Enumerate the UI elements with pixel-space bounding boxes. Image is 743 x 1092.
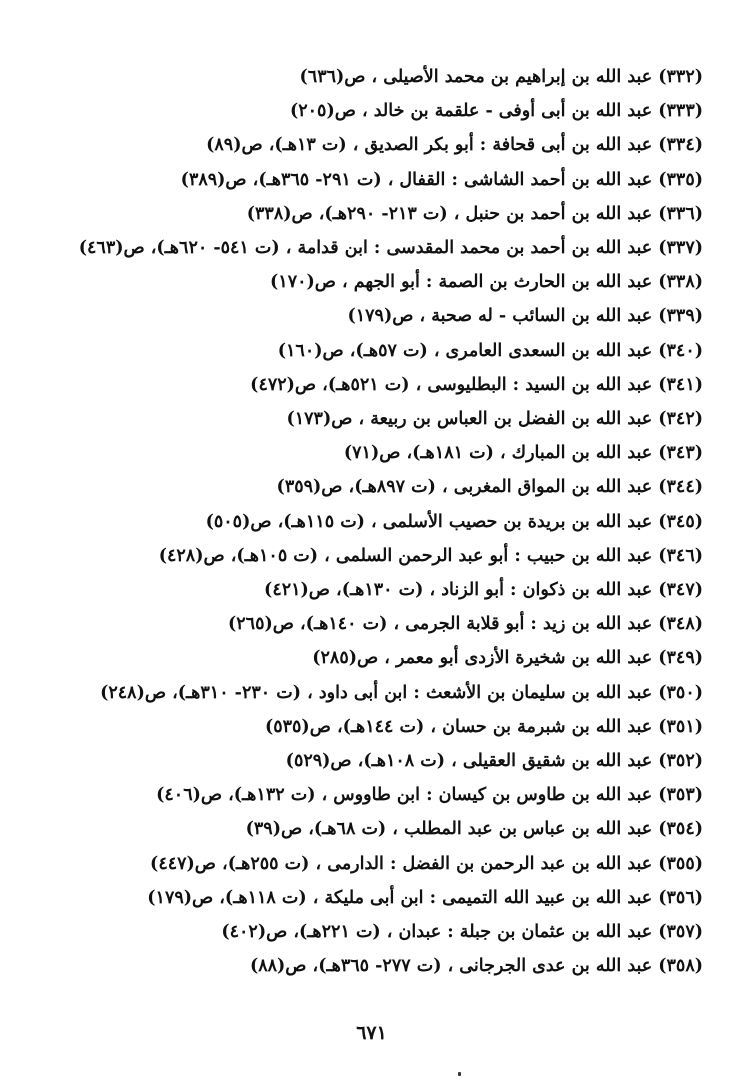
index-entry	[43, 231, 703, 265]
entry-number: (٣٤٢)	[658, 409, 703, 430]
entry-text: عبد الله بن أحمد الشاشى : القفال ، (ت ٢٩١- ٣٦٥هـ)، ص(٣٨٩)	[180, 169, 653, 190]
entry-text: عبد الله بن شبرمة بن حسان ، (ت ١٤٤هـ)، ص(٥٣٥)	[264, 716, 653, 737]
index-entry	[43, 744, 703, 778]
entry-text: عبد الله بن السائب - له صحبة ، ص(١٧٩)	[347, 306, 653, 327]
index-entry	[43, 915, 703, 949]
entry-text: عبد الله بن عبيد الله التميمى : ابن أبى مليكة ، (ت ١١٨هـ)، ص(١٧٩)	[147, 887, 653, 908]
entry-number: (٣٥٠)	[658, 682, 703, 703]
index-entry	[43, 299, 703, 333]
entry-number: (٣٣٤)	[658, 135, 703, 156]
index-entry	[43, 710, 703, 744]
entry-number: (٣٤٠)	[658, 340, 703, 361]
entry-number: (٣٣٥)	[658, 169, 703, 190]
entry-number: (٣٥٨)	[658, 956, 703, 977]
entry-number: (٣٥٧)	[658, 922, 703, 943]
index-entry	[43, 402, 703, 436]
index-entry	[43, 128, 703, 162]
entry-number: (٣٤٦)	[658, 545, 703, 566]
entry-text: عبد الله بن أحمد بن حنبل ، (ت ٢١٣- ٢٩٠هـ)، ص(٣٣٨)	[246, 203, 653, 224]
index-entry	[43, 607, 703, 641]
entry-number: (٣٣٧)	[658, 238, 703, 259]
entry-text: عبد الله بن الحارث بن الصمة : أبو الجهم ، ص(١٧٠)	[270, 272, 653, 293]
entry-number: (٣٤٧)	[658, 580, 703, 601]
entry-text: عبد الله بن عباس بن عبد المطلب ، (ت ٦٨هـ)، ص(٣٩)	[245, 819, 653, 840]
entry-text: عبد الله بن شخيرة الأزدى أبو معمر ، ص(٢٨٥)	[312, 648, 653, 669]
index-entry	[43, 470, 703, 504]
entry-number: (٣٤٨)	[658, 614, 703, 635]
index-entry	[43, 949, 703, 983]
entry-text: عبد الله بن شقيق العقيلى ، (ت ١٠٨هـ)، ص(٥٢٩)	[285, 751, 653, 772]
entry-text: عبد الله بن طاوس بن كيسان : ابن طاووس ، (ت ١٣٢هـ)، ص(٤٠٦)	[156, 785, 653, 806]
entry-number: (٣٣٦)	[658, 203, 703, 224]
entry-number: (٣٣٨)	[658, 272, 703, 293]
entry-text: عبد الله بن عبد الرحمن بن الفضل : الدارمى ، (ت ٢٥٥هـ)، ص(٤٤٧)	[150, 853, 653, 874]
index-entry	[43, 641, 703, 675]
entry-text: عبد الله بن زيد : أبو قلابة الجرمى ، (ت ١٤٠هـ)، ص(٢٦٥)	[228, 614, 653, 635]
index-entry	[43, 334, 703, 368]
page-number: ٦٧١	[356, 1022, 387, 1044]
entry-text: عبد الله بن سليمان بن الأشعث : ابن أبى داود ، (ت ٢٣٠- ٣١٠هـ)، ص(٢٤٨)	[100, 682, 653, 703]
index-entry	[43, 778, 703, 812]
index-entries-list	[43, 60, 703, 983]
entry-number: (٣٤٥)	[658, 511, 703, 532]
entry-number: (٣٤٩)	[658, 648, 703, 669]
entry-number: (٣٣٩)	[658, 306, 703, 327]
index-entry	[43, 676, 703, 710]
entry-number: (٣٥٤)	[658, 819, 703, 840]
index-entry	[43, 573, 703, 607]
print-speck	[458, 1072, 461, 1076]
entry-number: (٣٤٤)	[658, 477, 703, 498]
entry-text: عبد الله بن عثمان بن جبلة : عبدان ، (ت ٢٢١هـ)، ص(٤٠٢)	[221, 922, 653, 943]
index-entry	[43, 163, 703, 197]
entry-text: عبد الله بن السعدى العامرى ، (ت ٥٧هـ)، ص(١٦٠)	[277, 340, 653, 361]
entry-text: عبد الله بن أبى قحافة : أبو بكر الصديق ، (ت ١٣هـ)، ص(٨٩)	[206, 135, 653, 156]
entry-text: عبد الله بن ذكوان : أبو الزناد ، (ت ١٣٠هـ)، ص(٤٢١)	[264, 580, 653, 601]
index-entry	[43, 812, 703, 846]
entry-number: (٣٥٦)	[658, 887, 703, 908]
index-entry	[43, 881, 703, 915]
entry-text: عبد الله بن أبى أوفى - علقمة بن خالد ، ص(٢٠٥)	[289, 101, 653, 122]
entry-text: عبد الله بن السيد : البطليوسى ، (ت ٥٢١هـ)، ص(٤٧٢)	[250, 374, 653, 395]
entry-text: عبد الله بن أحمد بن محمد المقدسى : ابن قدامة ، (ت ٥٤١- ٦٢٠هـ)، ص(٤٦٣)	[78, 238, 653, 259]
index-entry	[43, 505, 703, 539]
entry-number: (٣٤٣)	[658, 443, 703, 464]
entry-text: عبد الله بن المبارك ، (ت ١٨١هـ)، ص(٧١)	[343, 443, 653, 464]
index-entry	[43, 436, 703, 470]
index-entry	[43, 197, 703, 231]
entry-text: عبد الله بن حبيب : أبو عبد الرحمن السلمى ، (ت ١٠٥هـ)، ص(٤٢٨)	[158, 545, 653, 566]
entry-text: عبد الله بن بريدة بن حصيب الأسلمى ، (ت ١١٥هـ)، ص(٥٠٥)	[205, 511, 653, 532]
entry-text: عبد الله بن الفضل بن العباس بن ربيعة ، ص(١٧٣)	[286, 409, 653, 430]
index-entry	[43, 60, 703, 94]
entry-number: (٣٥٢)	[658, 751, 703, 772]
entry-text: عبد الله بن عدى الجرجانى ، (ت ٢٧٧- ٣٦٥هـ)، ص(٨٨)	[249, 956, 653, 977]
index-entry	[43, 847, 703, 881]
index-entry	[43, 539, 703, 573]
index-entry	[43, 265, 703, 299]
entry-text: عبد الله بن المواق المغربى ، (ت ٨٩٧هـ)، ص(٣٥٩)	[276, 477, 653, 498]
entry-number: (٣٥١)	[658, 716, 703, 737]
entry-text: عبد الله بن إبراهيم بن محمد الأصيلى ، ص(٦٣٦)	[299, 67, 653, 87]
entry-number: (٣٥٥)	[658, 853, 703, 874]
entry-number: (٣٥٣)	[658, 785, 703, 806]
index-entry	[43, 368, 703, 402]
index-entry	[43, 94, 703, 128]
entry-number: (٣٣٣)	[658, 101, 703, 122]
entry-number: (٣٣٢)	[658, 67, 703, 87]
entry-number: (٣٤١)	[658, 374, 703, 395]
